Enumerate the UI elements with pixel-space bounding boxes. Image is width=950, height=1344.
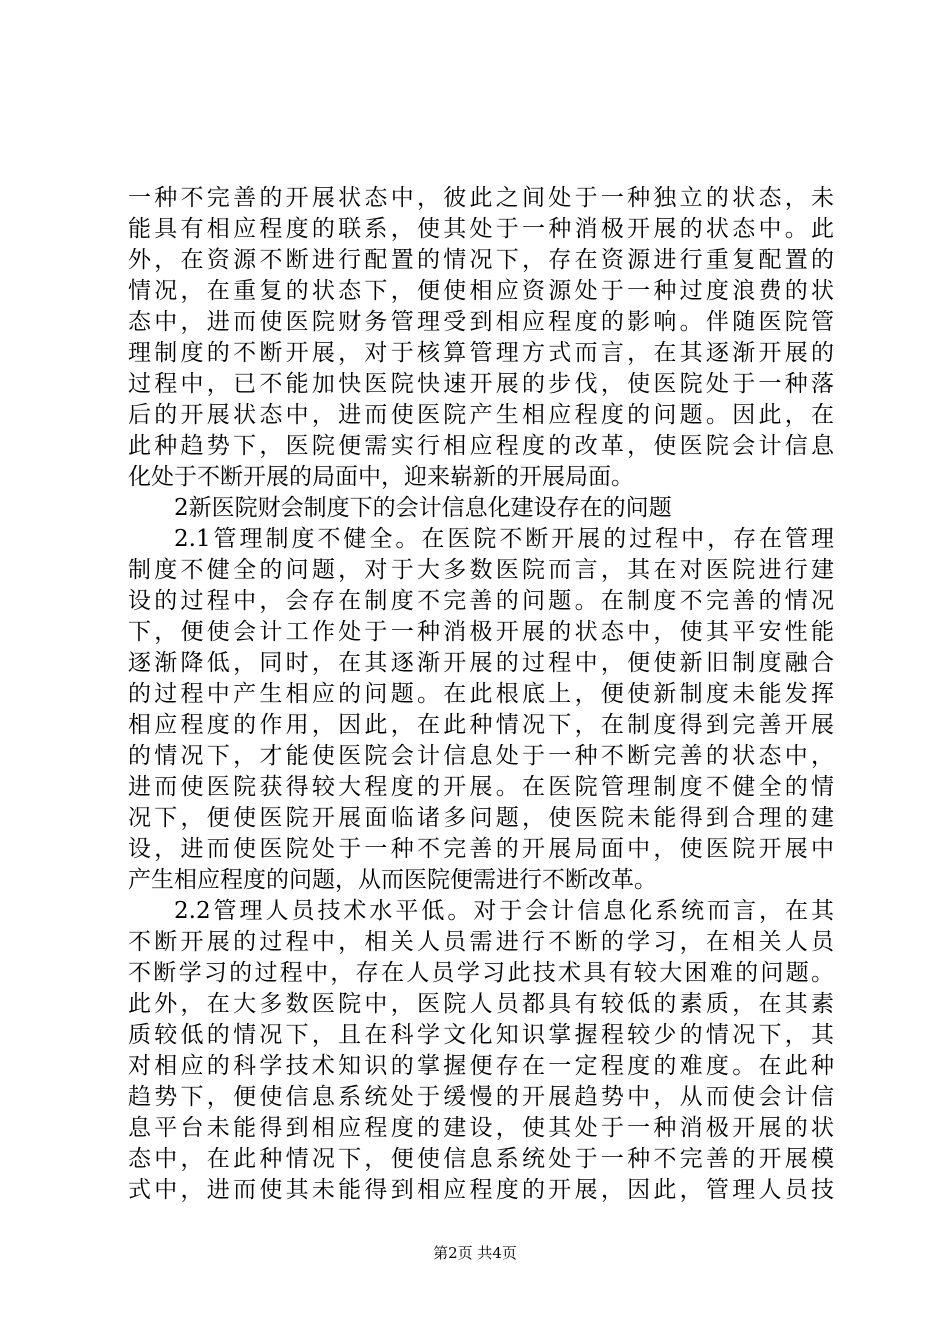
- text-line: 的情况下，才能使医院会计信息处于一种不断完善的状态中，: [128, 743, 834, 769]
- text-line: 趋势下，便使信息系统处于缓慢的开展趋势中，从而使会计信: [128, 1084, 834, 1110]
- text-line: 2.1管理制度不健全。在医院不断开展的过程中，存在管理: [174, 526, 834, 552]
- text-line: 2新医院财会制度下的会计信息化建设存在的问题: [174, 495, 672, 521]
- text-line: 的过程中产生相应的问题。在此根底上，便使新制度未能发挥: [128, 681, 834, 707]
- text-line: 进而使医院获得较大程度的开展。在医院管理制度不健全的情: [128, 774, 834, 800]
- text-line: 化处于不断开展的局面中，迎来崭新的开展局面。: [128, 464, 634, 490]
- text-line: 态中，在此种情况下，便使信息系统处于一种不完善的开展模: [128, 1146, 834, 1172]
- text-line: 况下，便使医院开展面临诸多问题，使医院未能得到合理的建: [128, 805, 834, 831]
- text-line: 2.2管理人员技术水平低。对于会计信息化系统而言，在其: [174, 898, 834, 924]
- text-line: 相应程度的作用，因此，在此种情况下，在制度得到完善开展: [128, 712, 834, 738]
- page-footer: 第2页 共4页: [433, 1244, 517, 1262]
- text-line: 此种趋势下，医院便需实行相应程度的改革，使医院会计信息: [128, 433, 834, 459]
- text-line: 息平台未能得到相应程度的建设，使其处于一种消极开展的状: [128, 1115, 834, 1141]
- text-line: 式中，进而使其未能得到相应程度的开展，因此，管理人员技: [128, 1177, 834, 1203]
- text-line: 过程中，已不能加快医院快速开展的步伐，使医院处于一种落: [128, 371, 834, 397]
- text-line: 下，便使会计工作处于一种消极开展的状态中，使其平安性能: [128, 619, 834, 645]
- text-line: 后的开展状态中，进而使医院产生相应程度的问题。因此，在: [128, 402, 834, 428]
- text-line: 设的过程中，会存在制度不完善的问题。在制度不完善的情况: [128, 588, 834, 614]
- text-line: 态中，进而使医院财务管理受到相应程度的影响。伴随医院管: [128, 309, 834, 335]
- text-line: 对相应的科学技术知识的掌握便存在一定程度的难度。在此种: [128, 1053, 834, 1079]
- text-line: 不断学习的过程中，存在人员学习此技术具有较大困难的问题。: [128, 960, 834, 986]
- body-text: [128, 183, 834, 1206]
- text-line: 一种不完善的开展状态中，彼此之间处于一种独立的状态，未: [128, 185, 834, 211]
- text-line: 设，进而使医院处于一种不完善的开展局面中，使医院开展中: [128, 836, 834, 862]
- text-line: 产生相应程度的问题，从而医院便需进行不断改革。: [128, 867, 657, 893]
- text-line: 外，在资源不断进行配置的情况下，存在资源进行重复配置的: [128, 247, 834, 273]
- text-line: 不断开展的过程中，相关人员需进行不断的学习，在相关人员: [128, 929, 834, 955]
- text-line: 质较低的情况下，且在科学文化知识掌握程较少的情况下，其: [128, 1022, 834, 1048]
- text-line: 理制度的不断开展，对于核算管理方式而言，在其逐渐开展的: [128, 340, 834, 366]
- text-line: 制度不健全的问题，对于大多数医院而言，其在对医院进行建: [128, 557, 834, 583]
- text-line: 能具有相应程度的联系，使其处于一种消极开展的状态中。此: [128, 216, 834, 242]
- text-line: 逐渐降低，同时，在其逐渐开展的过程中，便使新旧制度融合: [128, 650, 834, 676]
- text-line: 此外，在大多数医院中，医院人员都具有较低的素质，在其素: [128, 991, 834, 1017]
- text-line: 情况，在重复的状态下，便使相应资源处于一种过度浪费的状: [128, 278, 834, 304]
